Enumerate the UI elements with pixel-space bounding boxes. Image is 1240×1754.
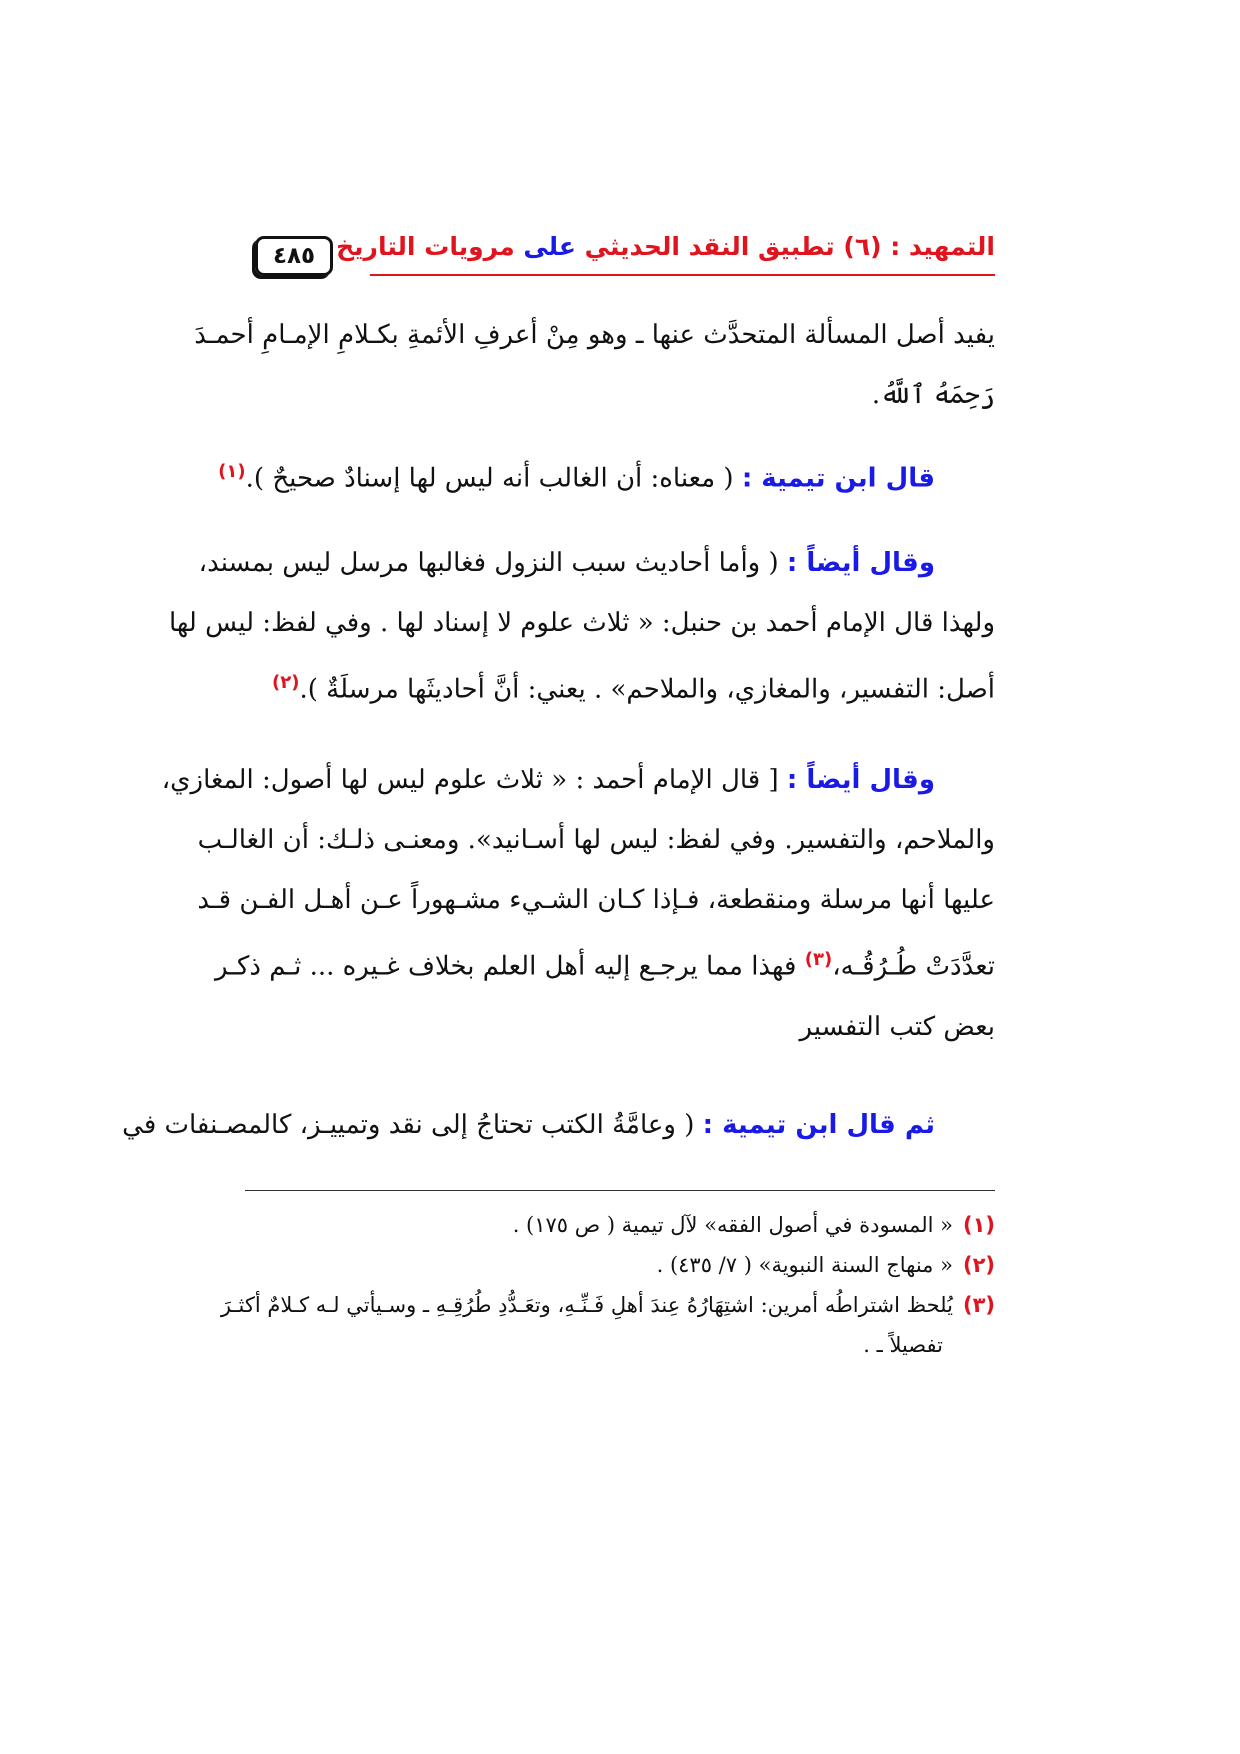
paragraph-4 <box>161 750 995 1057</box>
quote-text: أصل: التفسير، والمغازي، والملاحم» . يعني: أنَّ أحاديثَها مرسلَةٌ ). <box>299 674 995 705</box>
quote-text: [ قال الإمام أحمد : « ثلاث علوم ليس لها أصول: المغازي، <box>161 765 787 795</box>
text-line: والملاحم، والتفسير. وفي لفظ: ليس لها أسـانيد». ومعنـى ذلـك: أن الغالـب <box>197 825 995 855</box>
title-part-1: التمهيد : <box>881 232 995 261</box>
page-number-box <box>255 236 333 276</box>
footnote-text: « منهاج السنة النبوية» ( ٧/ ٤٣٥) . <box>656 1253 953 1277</box>
page-header <box>255 232 995 278</box>
footnote-item <box>245 1205 995 1245</box>
text-line <box>245 653 995 720</box>
running-title <box>336 232 995 261</box>
quote-label: قال ابن تيمية : <box>741 463 935 494</box>
footnote-number: (٣) <box>962 1293 995 1317</box>
quote-label: وقال أيضاً : <box>786 765 935 795</box>
text-line: رَحِمَهُ ٱللَّهُ. <box>871 380 995 410</box>
text-line <box>218 442 995 509</box>
quote-text: ( معناه: أن الغالب أنه ليس لها إسنادٌ صحيحٌ ). <box>245 463 742 494</box>
title-chapter-number: (٦) <box>843 232 882 261</box>
footnote-ref-2[interactable]: (٢) <box>272 672 300 693</box>
text-line <box>198 533 995 593</box>
quote-label: وقال أيضاً : <box>786 548 935 578</box>
page-number: ٤٨٥ <box>272 243 316 269</box>
quote-text: تعدَّدَتْ طُـرُقُـه، <box>832 951 995 982</box>
footnote-text: يُلحظ اشتراطُه أمرين: اشتِهَارُهُ عِندَ أهلِ فَـنِّـهِ، وتعَـدُّدِ طُرُقِـهِ ـ وسـيأتي لـه كـلامٌ أكثـرَ <box>220 1293 953 1317</box>
header-underline <box>370 274 995 276</box>
footnote-text: « المسودة في أصول الفقه» لآل تيمية ( ص ١٧٥) . <box>512 1213 953 1237</box>
footnote-ref-1[interactable]: (١) <box>218 461 246 482</box>
footnote-item <box>245 1245 995 1285</box>
text-line <box>122 1095 995 1155</box>
quote-text: ( وأما أحاديث سبب النزول فغالبها مرسل ليس بمسند، <box>198 548 787 578</box>
title-part-4: مرويات التاريخ <box>336 232 524 261</box>
title-part-3: على <box>523 232 576 261</box>
paragraph-3 <box>169 533 995 720</box>
footnote-separator <box>245 1190 995 1191</box>
text-line: يفيد أصل المسألة المتحدَّث عنها ـ وهو مِنْ أعرفِ الأئمةِ بكـلامِ الإمـامِ أحمـدَ <box>194 320 995 350</box>
text-line: بعض كتب التفسير <box>799 1011 995 1042</box>
footnote-item <box>220 1285 995 1325</box>
paragraph-1 <box>194 305 995 425</box>
text-line: عليها أنها مرسلة ومنقطعة، فـإذا كـان الشـيء مشـهوراً عـن أهـل الفـن قـد <box>197 885 995 915</box>
paragraph-2 <box>218 442 995 509</box>
text-line <box>215 930 995 997</box>
footnotes <box>220 1205 995 1365</box>
paragraph-5 <box>122 1095 995 1155</box>
quote-text: فهذا مما يرجـع إليه أهل العلم بخلاف غـيره ... ثـم ذكـر <box>215 951 805 982</box>
text-line: ولهذا قال الإمام أحمد بن حنبل: « ثلاث علوم لا إسناد لها . وفي لفظ: ليس لها <box>169 608 995 638</box>
footnote-continuation: تفصيلاً ـ . <box>863 1333 943 1357</box>
footnote-number: (٢) <box>962 1253 995 1277</box>
title-part-2: تطبيق النقد الحديثي <box>575 232 844 261</box>
text-line <box>161 750 995 810</box>
footnote-number: (١) <box>962 1213 995 1237</box>
footnote-ref-3[interactable]: (٣) <box>804 949 833 970</box>
quote-label: ثم قال ابن تيمية : <box>702 1110 935 1140</box>
quote-text: ( وعامَّةُ الكتب تحتاجُ إلى نقد وتمييـز، كالمصـنفات في <box>122 1110 703 1140</box>
